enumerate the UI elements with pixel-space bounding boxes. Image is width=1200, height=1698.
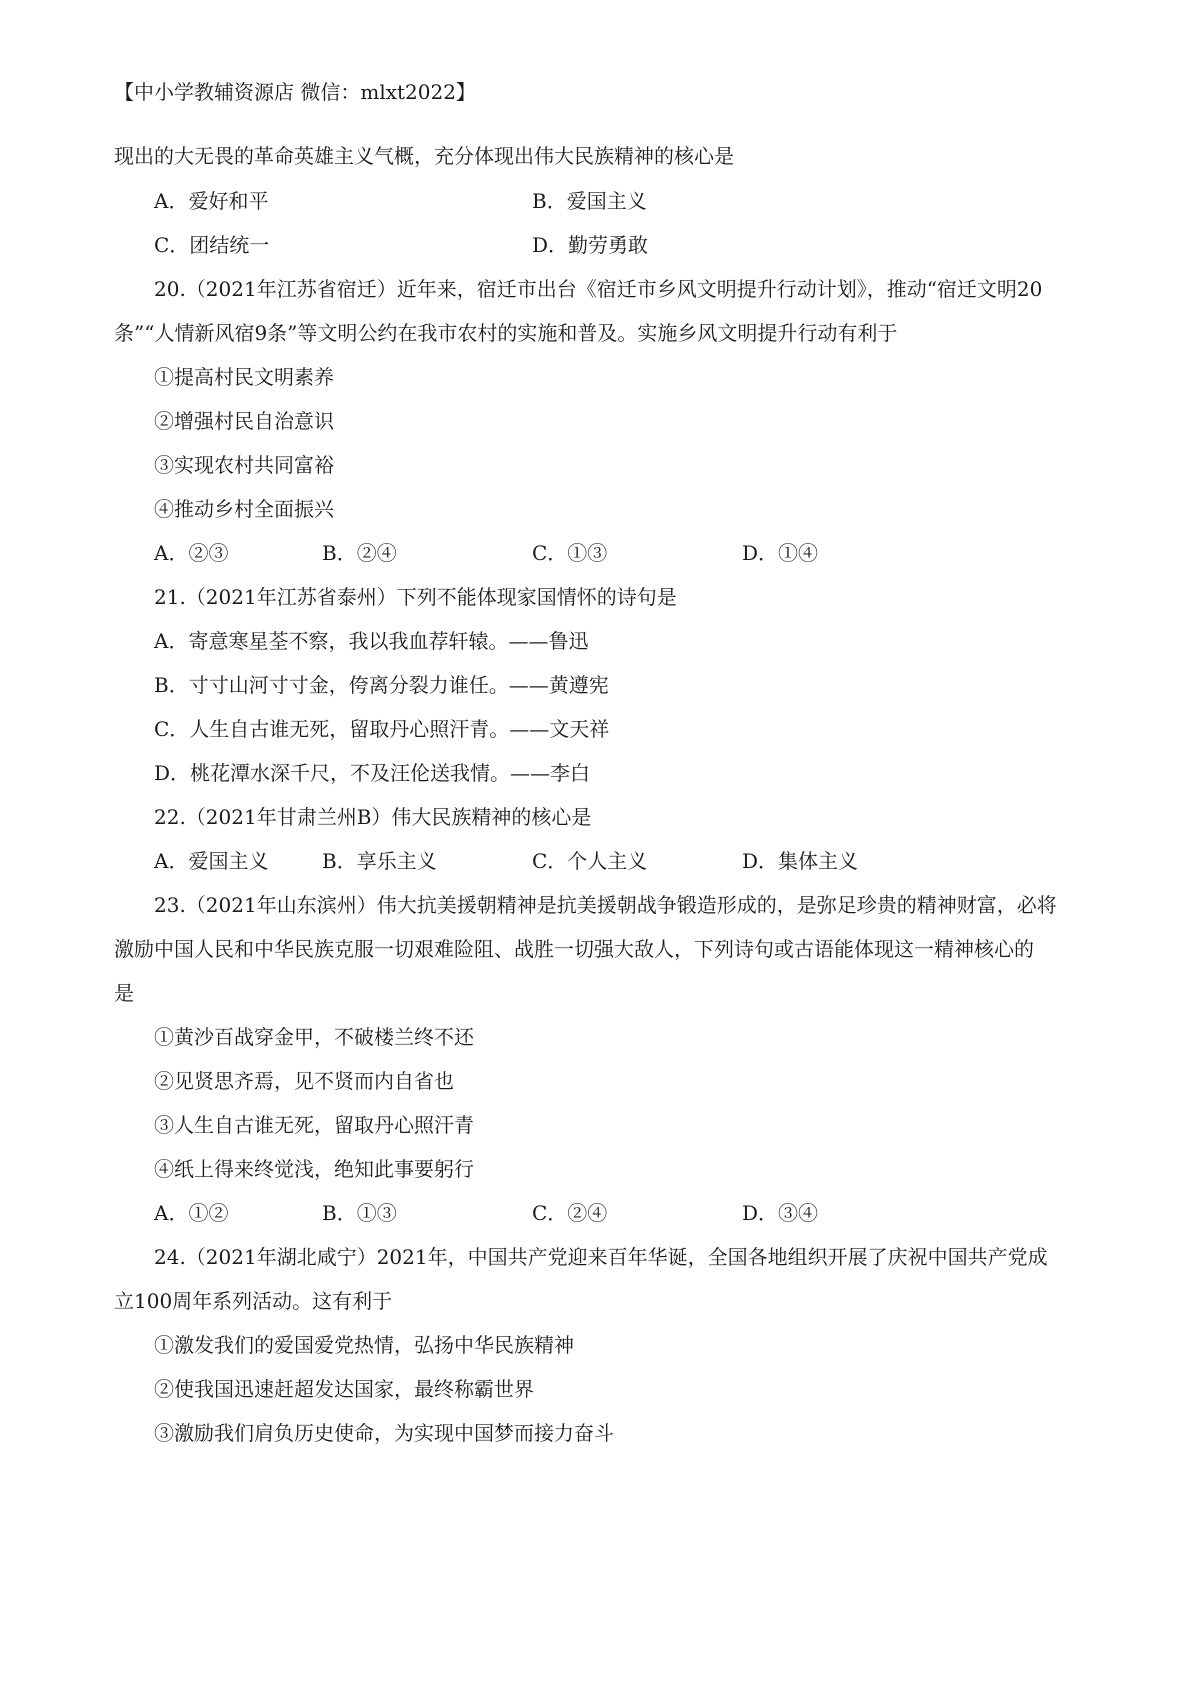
q23-option-b: B．①③ — [322, 1201, 397, 1225]
q24-stem-line2: 立100周年系列活动。这有利于 — [114, 1289, 393, 1313]
q20-option-b: B．②④ — [322, 541, 397, 565]
q20-item-4: ④推动乡村全面振兴 — [154, 497, 334, 521]
q22-stem: 22.（2021年甘肃兰州B）伟大民族精神的核心是 — [154, 805, 592, 829]
q23-stem-line2: 激励中国人民和中华民族克服一切艰难险阻、战胜一切强大敌人，下列诗句或古语能体现这一精神核心的 — [114, 937, 1034, 961]
q23-item-3: ③人生自古谁无死，留取丹心照汗青 — [154, 1113, 474, 1137]
q20-option-a: A．②③ — [154, 541, 229, 565]
q20-item-1: ①提高村民文明素养 — [154, 365, 334, 389]
q19-option-c: C．团结统一 — [154, 233, 270, 257]
q22-option-c: C．个人主义 — [532, 849, 648, 873]
q24-stem-line1: 24.（2021年湖北咸宁）2021年，中国共产党迎来百年华诞，全国各地组织开展了庆祝中国共产党成 — [154, 1245, 1048, 1269]
q19-stem: 现出的大无畏的革命英雄主义气概，充分体现出伟大民族精神的核心是 — [114, 144, 734, 168]
q23-option-d: D．③④ — [742, 1201, 819, 1225]
q23-stem-line1: 23.（2021年山东滨州）伟大抗美援朝精神是抗美援朝战争锻造形成的，是弥足珍贵的精神财富，必将 — [154, 893, 1057, 917]
q23-option-c: C．②④ — [532, 1201, 608, 1225]
q20-item-2: ②增强村民自治意识 — [154, 409, 334, 433]
q23-item-4: ④纸上得来终觉浅，绝知此事要躬行 — [154, 1157, 474, 1181]
q20-item-3: ③实现农村共同富裕 — [154, 453, 334, 477]
q23-item-2: ②见贤思齐焉，见不贤而内自省也 — [154, 1069, 454, 1093]
q20-stem-line2: 条”“人情新风宿9条”等文明公约在我市农村的实施和普及。实施乡风文明提升行动有利于 — [114, 321, 898, 345]
q21-option-c: C．人生自古谁无死，留取丹心照汗青。——文天祥 — [154, 717, 610, 741]
q20-stem-line1: 20.（2021年江苏省宿迁）近年来，宿迁市出台《宿迁市乡风文明提升行动计划》，推动“宿迁文明20 — [154, 277, 1043, 301]
q24-item-3: ③激励我们肩负历史使命，为实现中国梦而接力奋斗 — [154, 1421, 614, 1445]
q20-option-d: D．①④ — [742, 541, 819, 565]
q24-item-2: ②使我国迅速赶超发达国家，最终称霸世界 — [154, 1377, 534, 1401]
q20-option-c: C．①③ — [532, 541, 608, 565]
q21-option-b: B．寸寸山河寸寸金，侉离分裂力谁任。——黄遵宪 — [154, 673, 609, 697]
q23-option-a: A．①② — [154, 1201, 229, 1225]
q22-option-a: A．爱国主义 — [154, 849, 269, 873]
q19-option-d: D．勤劳勇敢 — [532, 233, 649, 257]
page-header: 【中小学教辅资源店 微信：mlxt2022】 — [114, 80, 476, 104]
q19-option-b: B．爱国主义 — [532, 189, 647, 213]
q21-stem: 21.（2021年江苏省泰州）下列不能体现家国情怀的诗句是 — [154, 585, 677, 609]
q23-stem-line3: 是 — [114, 981, 134, 1005]
q22-option-d: D．集体主义 — [742, 849, 859, 873]
q23-item-1: ①黄沙百战穿金甲，不破楼兰终不还 — [154, 1025, 474, 1049]
q19-option-a: A．爱好和平 — [154, 189, 269, 213]
q21-option-a: A．寄意寒星荃不察，我以我血荐轩辕。——鲁迅 — [154, 629, 589, 653]
q22-option-b: B．享乐主义 — [322, 849, 437, 873]
q21-option-d: D．桃花潭水深千尺，不及汪伦送我情。——李白 — [154, 761, 591, 785]
q24-item-1: ①激发我们的爱国爱党热情，弘扬中华民族精神 — [154, 1333, 574, 1357]
